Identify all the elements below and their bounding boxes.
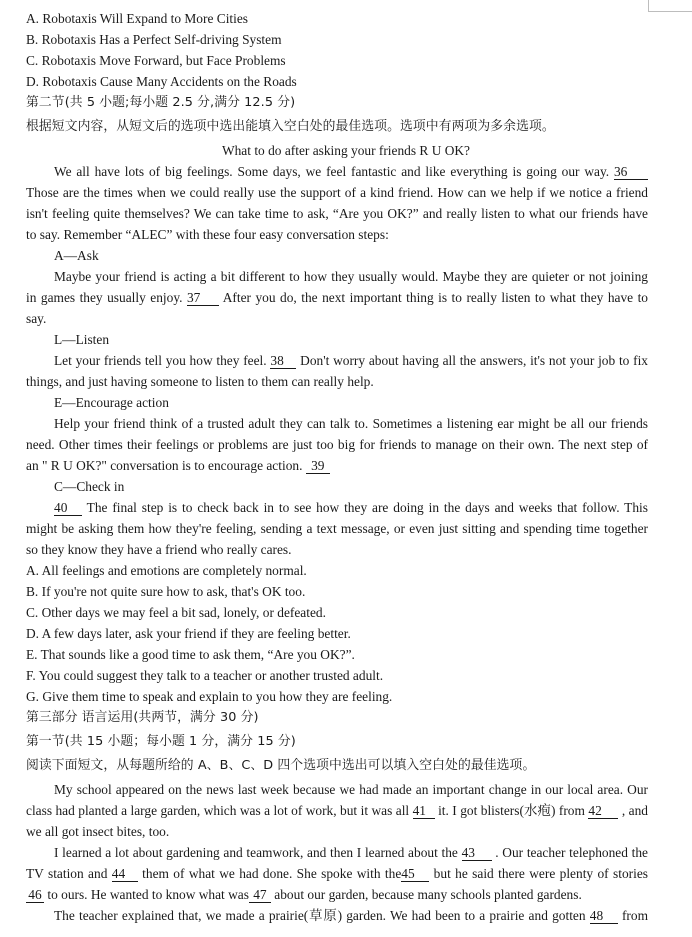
answer-blank: 45 [401,866,429,882]
passage-line: need. Other times their feelings or problems are just too big for friends to manage on their own. The next step of [26,437,648,452]
passage-line: to say. Remember “ALEC” with these four easy conversation steps: [26,227,389,242]
step-heading: A—Ask [54,248,99,263]
passage-line: things, and just having someone to listen to them can really help. [26,374,374,389]
step-heading: E—Encourage action [54,395,169,410]
step-heading: C—Check in [54,479,125,494]
part-heading: 第三部分 语言运用(共两节，满分 30 分) [26,710,259,725]
answer-blank: 48 [590,908,618,924]
option-line: B. Robotaxis Has a Perfect Self-driving System [26,32,282,47]
option-line: C. Other days we may feel a bit sad, lonely, or defeated. [26,605,326,620]
passage-line: say. [26,311,47,326]
section-instruction: 阅读下面短文，从每题所给的 A、B、C、D 四个选项中选出可以填入空白处的最佳选项。 [26,758,536,773]
passage-line: might be asking them how they're feeling, sending a text message, or even just sitting and spending time together [26,521,648,536]
passage-line: in games they usually enjoy. 37 After you do, the next important thing is to really listen to what they have to [26,290,648,305]
passage-line: we all got insect bites, too. [26,824,170,839]
passage-title: What to do after asking your friends R U OK? [221,143,471,158]
option-line: B. If you're not quite sure how to ask, that's OK too. [26,584,306,599]
section-instruction: 根据短文内容，从短文后的选项中选出能填入空白处的最佳选项。选项中有两项为多余选项。 [26,119,555,134]
answer-blank: 42 [588,803,618,819]
option-line: G. Give them time to speak and explain to you how they are feeling. [26,689,393,704]
passage-line: Maybe your friend is acting a bit different to how they usually would. Maybe they are quieter or not joining [54,269,648,284]
passage-line: 40 The final step is to check back in to see how they are doing in the days and weeks that follow. This [54,500,648,515]
passage-line: I learned a lot about gardening and teamwork, and then I learned about the 43 . Our teacher telephoned the [54,845,648,860]
answer-blank: 47 [249,887,271,903]
passage-line: class had planted a large garden, which was a lot of work, but it was all 41 it. I got blisters(水疱) from 42 , and [26,803,648,818]
answer-blank: 36 [614,164,648,180]
passage-line: TV station and 44 them of what we had done. She spoke with the45 but he said there were plenty of stories [26,866,648,881]
passage-line: an " R U OK?" conversation is to encourage action. 39 [26,456,648,476]
passage-line: Let your friends tell you how they feel. 38 Don't worry about having all the answers, it's not your job to fix [54,353,648,368]
passage-line: My school appeared on the news last week because we had made an important change in our local area. Our [54,782,648,797]
passage-line: We all have lots of big feelings. Some days, we feel fantastic and like everything is going our way. 36 [26,162,648,182]
answer-blank: 46 [26,887,44,903]
section-heading: 第二节(共 5 小题;每小题 2.5 分,满分 12.5 分) [26,95,296,110]
option-line: A. Robotaxis Will Expand to More Cities [26,11,249,26]
option-line: D. Robotaxis Cause Many Accidents on the Roads [26,74,297,89]
option-line: F. You could suggest they talk to a teacher or another trusted adult. [26,668,384,683]
answer-blank: 40 [54,500,82,516]
passage-line: so they know they have a friend who really cares. [26,542,292,557]
option-line: A. All feelings and emotions are completely normal. [26,563,307,578]
passage-line: Help your friend think of a trusted adult they can talk to. Sometimes a listening ear might be all our friends [54,416,648,431]
passage-line: isn't feeling quite themselves? We can take time to ask, “Are you OK?” and really listen to what our friends have [26,206,648,221]
option-line: D. A few days later, ask your friend if they are feeling better. [26,626,351,641]
option-line: E. That sounds like a good time to ask them, “Are you OK?”. [26,647,355,662]
answer-blank: 38 [270,353,296,369]
answer-blank: 44 [112,866,138,882]
passage-line: Those are the times when we could really use the support of a kind friend. How can we help if we notice a friend [26,185,648,200]
answer-blank: 39 [306,458,330,474]
answer-blank: 37 [187,290,219,306]
option-line: C. Robotaxis Move Forward, but Face Problems [26,53,286,68]
answer-blank: 43 [462,845,492,861]
page-corner-mark [648,11,692,12]
passage-line: The teacher explained that, we made a prairie(草原) garden. We had been to a prairie and gotten 48 from [54,908,648,923]
step-heading: L—Listen [54,332,110,347]
section-heading: 第一节(共 15 小题；每小题 1 分，满分 15 分) [26,734,296,749]
answer-blank: 41 [413,803,435,819]
passage-line: 46 to ours. He wanted to know what was 47 about our garden, because many schools planted gardens. [26,885,648,905]
